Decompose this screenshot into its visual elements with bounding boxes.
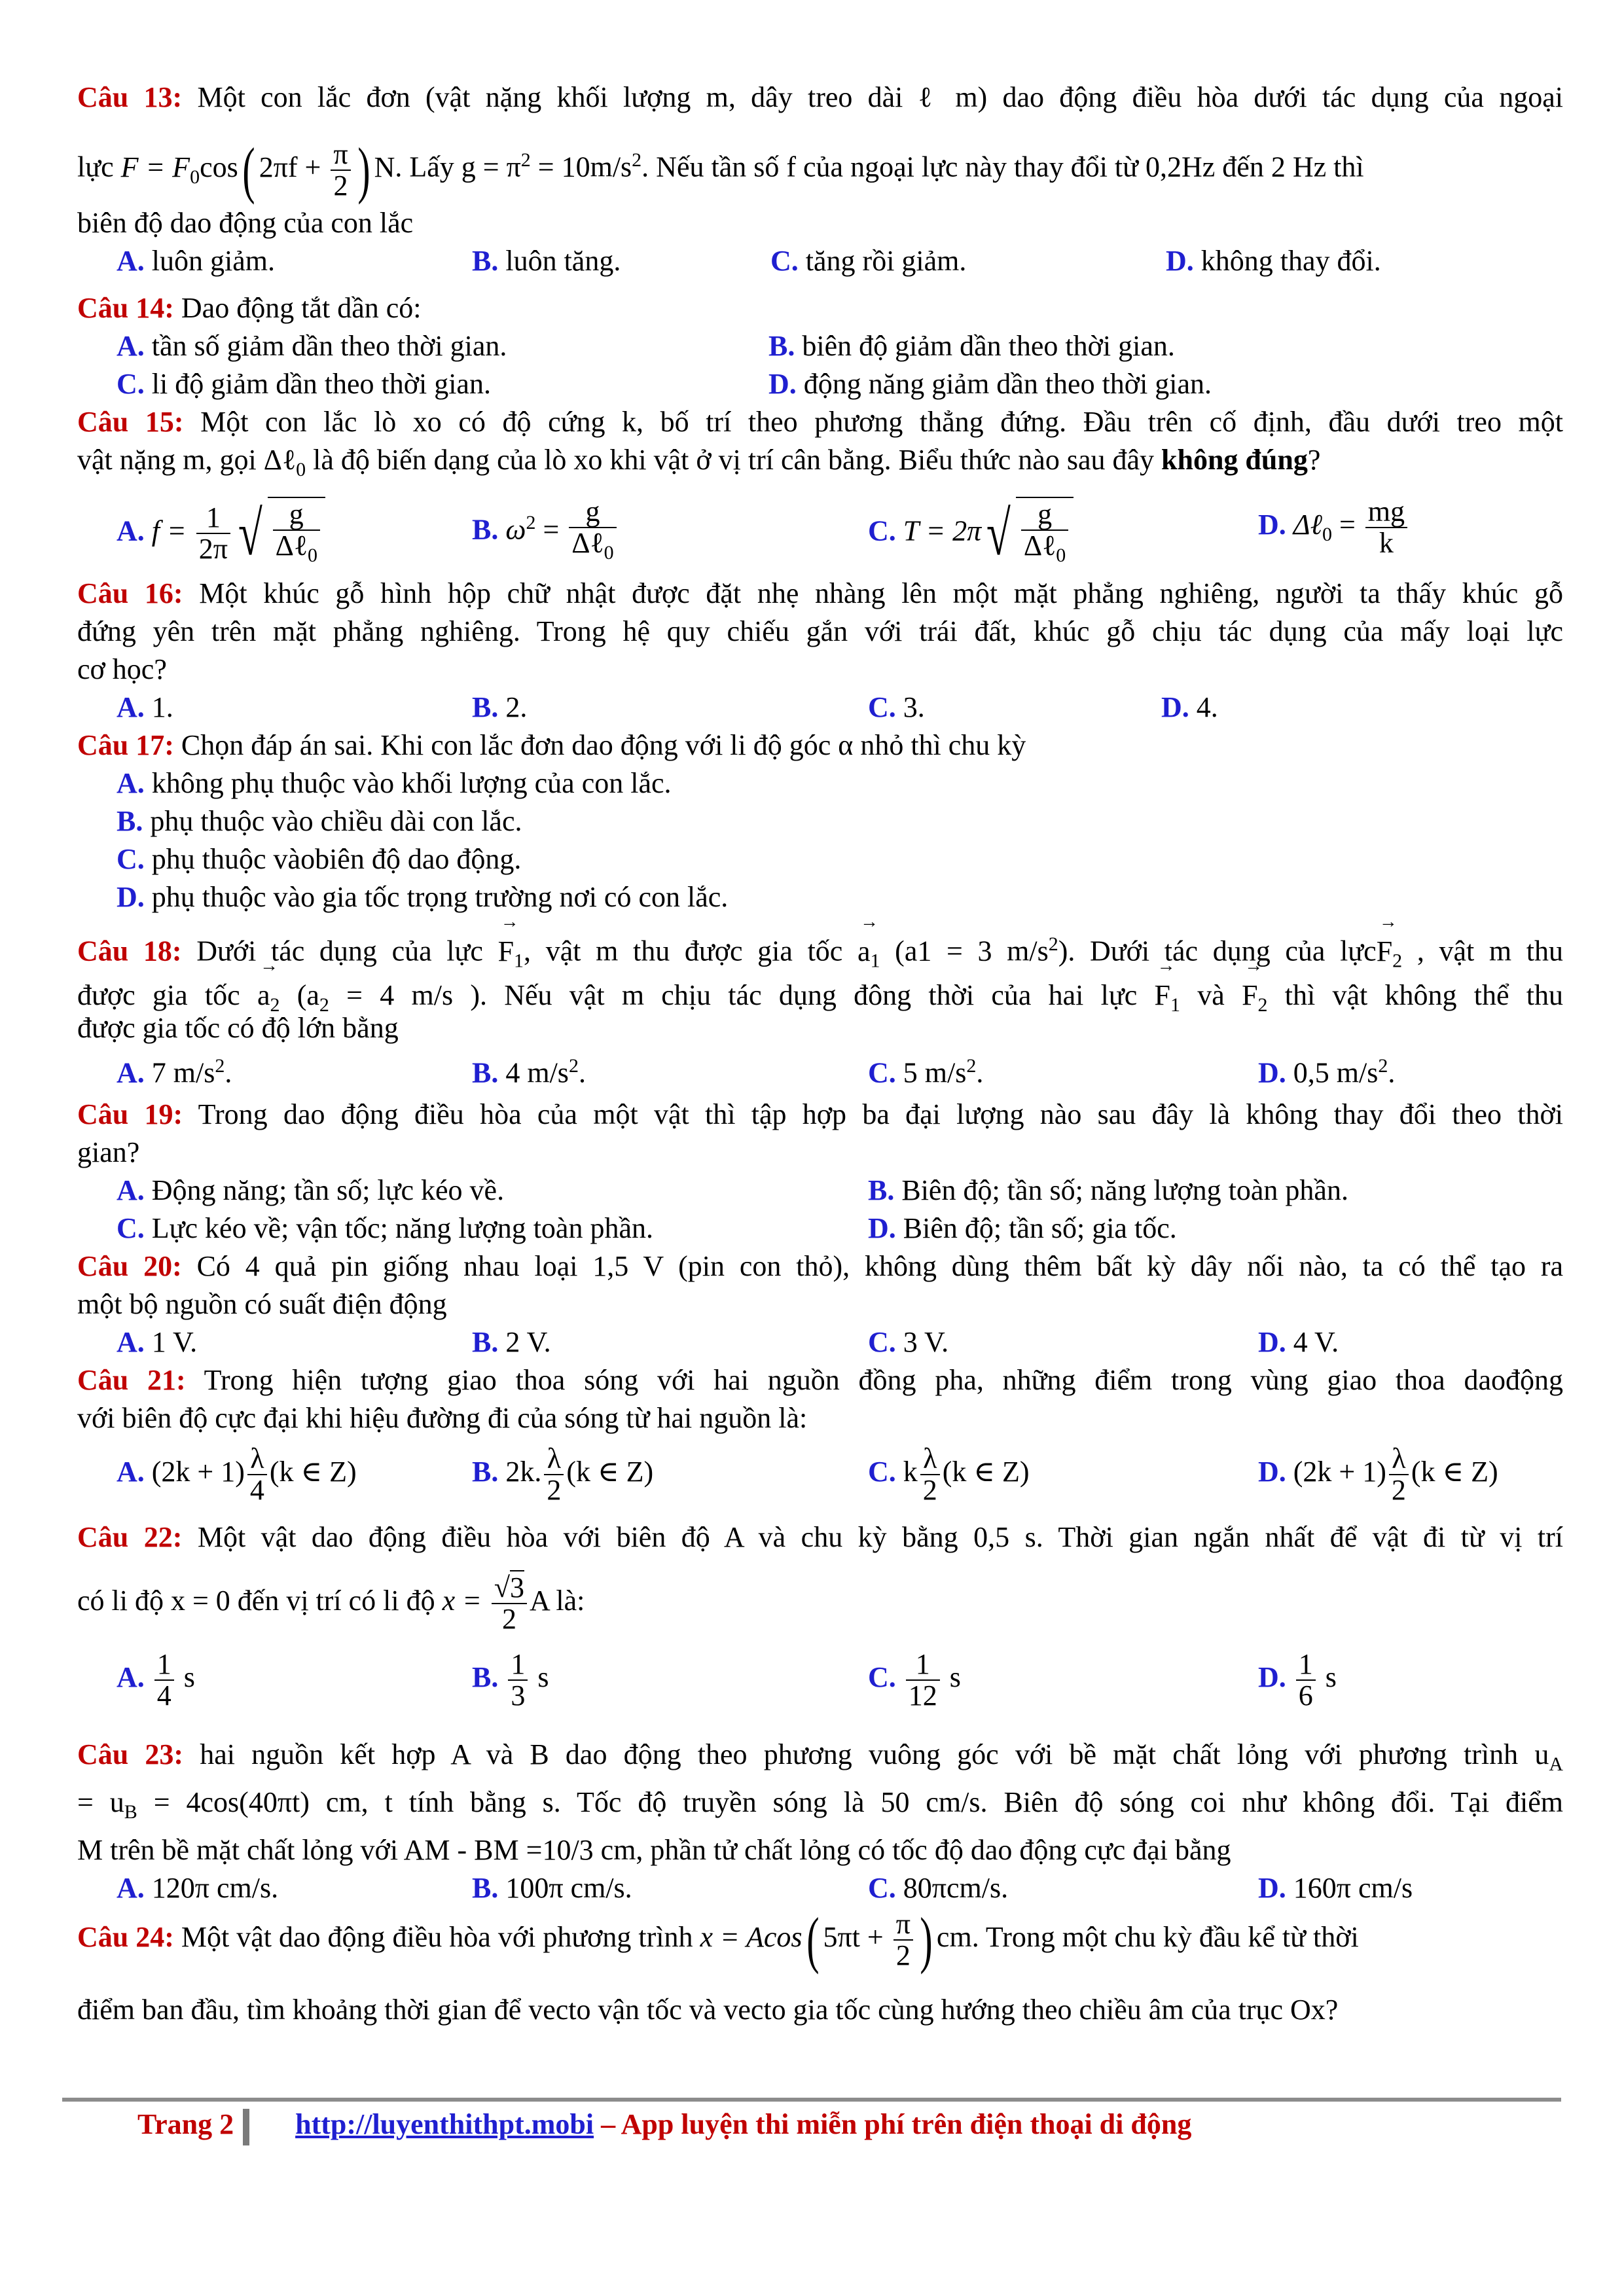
footer-divider [62,2098,1561,2102]
option-c[interactable]: C. $\frac{1}{12}$ s [868,1648,961,1712]
q13-options [77,242,1563,280]
footer-tagline: – App luyện thi miễn phí trên điện thoại di động [594,2108,1192,2140]
force-formula: $F = F_0\cos$( 2πf + $\frac{\pi}{2}$ ) N [120,134,395,205]
question-16: Câu 16: Một khúc gỗ hình hộp chữ nhật được đặt nhẹ nhàng lên một mặt phẳng nghiêng, người ta thấy khúc gỗ đứng yên trên mặt phẳng nghiêng. Trong hệ quy chiếu gắn với trái đất, khúc gỗ chịu tác dụng của mấy loại lực cơ học? A. 1. B. 2. C. 3. D. 4. [77,575,1563,726]
question-20: Câu 20: Có 4 quả pin giống nhau loại 1,5 V (pin con thỏ), không dùng thêm bất kỳ dây nối nào, ta có thể tạo ra một bộ nguồn có suất điện động A. 1 V. B. 2 V. C. 3 V. D. 4 V. [77,1247,1563,1361]
option-d[interactable]: D. không thay đổi. [1166,245,1381,277]
option-b[interactable]: B. 100π cm/s. [472,1871,632,1904]
option-d[interactable]: D. 4 V. [1258,1326,1339,1358]
option-d[interactable]: D. (2k + 1) $\frac{\lambda}{2}$ (k ∈ Z) [1258,1443,1498,1506]
option-c[interactable]: C. Lực kéo về; vận tốc; năng lượng toàn phần. [117,1212,653,1244]
option-c[interactable]: C. 3 V. [868,1326,949,1358]
option-b[interactable]: B. phụ thuộc vào chiều dài con lắc. [117,805,522,837]
option-b[interactable]: B. 4 $m/s^2$. [472,1055,586,1089]
option-d[interactable]: D. 4. [1161,691,1218,723]
option-d[interactable]: D. Biên độ; tần số; gia tốc. [868,1212,1177,1244]
option-d[interactable]: D. 160π cm/s [1258,1871,1413,1904]
q13-line1: Câu 13: Một con lắc đơn (vật nặng khối lượng m, dây treo dài ℓ m) dao động điều hòa dưới tác dụng của ngoại [77,81,1563,113]
option-d[interactable]: D. 0,5 $m/s^2$. [1258,1055,1396,1089]
option-b[interactable]: B. 2. [472,691,528,723]
question-24: Câu 24: Một vật dao động điều hòa với phương trình x = Acos( 5πt + $\frac{\pi}{2}$ ) cm. Trong một chu kỳ đầu kể từ thời điểm ban đầu, tìm khoảng thời gian để vecto vận tốc và vecto gia tốc cùng hướng theo chiều âm của trục Ox? [77,1904,1359,2026]
option-c[interactable]: C. 3. [868,691,925,723]
option-d[interactable]: D. Δℓ$_0$ = $\frac{mg}{k}$ [1258,497,1410,558]
option-a[interactable]: A. luôn giảm. [117,245,275,277]
option-a[interactable]: A. 120π cm/s. [117,1871,279,1904]
option-c[interactable]: C. tăng rồi giảm. [770,245,967,277]
option-d[interactable]: D. động năng giảm dần theo thời gian. [768,368,1212,400]
q13-line3: biên độ dao động của con lắc [77,207,414,239]
option-a[interactable]: A. f = $\frac{1}{2\pi}$ √ $\frac{g}{\Delta\ell_0}$ [117,497,325,571]
question-15: Câu 15: Một con lắc lò xo có độ cứng k, bố trí theo phương thẳng đứng. Đầu trên cố định, đầu dưới treo một vật nặng m, gọi Δℓ$_0$ là độ biến dạng của lò xo khi vật ở vị trí cân bằng. Biểu thức nào sau đây không đúng? A. f = $\frac{1}{2\pi}$ √ $\frac{g}{\Delta\ell_0}$ B. $\omega^2$ = $\frac{g}{\Delta\ell_0}$ C. T = 2π√ $\frac{g}{\Delta\ell_0}$ D. Δℓ$_0$ = $\frac{mg}{k}$ [77,403,1563,571]
question-21: Câu 21: Trong hiện tượng giao thoa sóng với hai nguồn đồng pha, những điểm trong vùng giao thoa daođộng với biên độ cực đại khi hiệu đường đi của sóng từ hai nguồn là: A. (2k + 1) $\frac{\lambda}{4}$ (k ∈ Z) B. 2k. $\frac{\lambda}{2}$ (k ∈ Z) C. k $\frac{\lambda}{2}$ (k ∈ Z) D. (2k + 1) $\frac{\lambda}{2}$ (k ∈ Z) [77,1364,1563,1506]
option-a[interactable]: A. 1. [117,691,173,723]
footer-link[interactable]: http://luyenthithpt.mobi [295,2108,594,2140]
option-d[interactable]: D. phụ thuộc vào gia tốc trọng trường nơi có con lắc. [117,881,729,913]
option-d[interactable]: D. $\frac{1}{6}$ s [1258,1648,1337,1712]
option-b[interactable]: B. $\frac{1}{3}$ s [472,1648,549,1712]
page-number-bar [243,2109,249,2145]
option-a[interactable]: A. $\frac{1}{4}$ s [117,1648,195,1712]
question-label: Câu 13: [77,81,183,113]
option-c[interactable]: C. k $\frac{\lambda}{2}$ (k ∈ Z) [868,1443,1030,1506]
option-b[interactable]: B. biên độ giảm dần theo thời gian. [768,330,1175,362]
question-13 [77,79,1563,280]
option-b[interactable]: B. 2k. $\frac{\lambda}{2}$ (k ∈ Z) [472,1443,654,1506]
q13-line2: lực $F = F_0\cos$( 2πf + $\frac{\pi}{2}$ ) N. Lấy $g = \pi^2 = 10m/s^2$. Nếu tần số f của ngoại lực này thay đổi từ 0,2Hz đến 2 Hz thì [77,134,1364,205]
option-a[interactable]: A. tần số giảm dần theo thời gian. [117,330,507,362]
footer [137,2105,1191,2145]
option-b[interactable]: B. luôn tăng. [472,245,621,277]
option-a[interactable]: A. (2k + 1) $\frac{\lambda}{4}$ (k ∈ Z) [117,1443,357,1506]
option-c[interactable]: C. T = 2π√ $\frac{g}{\Delta\ell_0}$ [868,497,1074,571]
q15-options [77,493,1563,571]
question-14: Câu 14: Dao động tắt dần có: A. tần số giảm dần theo thời gian. B. biên độ giảm dần theo thời gian. C. li độ giảm dần theo thời gian. D. động năng giảm dần theo thời gian. [77,289,1563,403]
option-c[interactable]: C. phụ thuộc vàobiên độ dao động. [117,843,522,875]
question-23: Câu 23: hai nguồn kết hợp A và B dao động theo phương vuông góc với bề mặt chất lỏng với phương trình $u_A$ = $u_B = 4\cos(40\pi t)$ cm, t tính bằng s. Tốc độ truyền sóng là 50 cm/s. Biên độ sóng coi như không đổi. Tại điểm M trên bề mặt chất lỏng với AM - BM =10/3 cm, phần tử chất lỏng có tốc độ dao động cực đại bằng A. 120π cm/s. B. 100π cm/s. C. 80πcm/s. D. 160π cm/s [77,1736,1563,1907]
question-18: Câu 18: Dưới tác dụng của lực → $F_1$, vật m thu được gia tốc → $a_1$ (a1 = 3 $m/s^2$). Dưới tác dụng của lực→ $F_2$ , vật m thu được gia tốc → $a_2$ ($a_2 = 4$ m/s ). Nếu vật m chịu tác dụng đông thời của hai lực → $F_1$ và → $F_2$ thì vật không thể thu được gia tốc có độ lớn bằng A. 7 $m/s^2$. B. 4 $m/s^2$. C. 5 $m/s^2$. D. 0,5 $m/s^2$. [77,922,1563,1085]
option-a[interactable]: A. 1 V. [117,1326,198,1358]
option-b[interactable]: B. 2 V. [472,1326,551,1358]
option-a[interactable]: A. Động năng; tần số; lực kéo về. [117,1174,505,1206]
option-a[interactable]: A. không phụ thuộc vào khối lượng của con lắc. [117,767,672,799]
option-c[interactable]: C. 5 $m/s^2$. [868,1055,984,1089]
option-c[interactable]: C. 80πcm/s. [868,1871,1009,1904]
option-b[interactable]: B. Biên độ; tần số; năng lượng toàn phần. [868,1174,1348,1206]
option-b[interactable]: B. $\omega^2$ = $\frac{g}{\Delta\ell_0}$ [472,497,619,568]
option-a[interactable]: A. 7 $m/s^2$. [117,1055,232,1089]
question-17: Câu 17: Chọn đáp án sai. Khi con lắc đơn dao động với li độ góc α nhỏ thì chu kỳ A. không phụ thuộc vào khối lượng của con lắc. B. phụ thuộc vào chiều dài con lắc. C. phụ thuộc vàobiên độ dao động. D. phụ thuộc vào gia tốc trọng trường nơi có con lắc. [77,726,1563,916]
question-19: Câu 19: Trong dao động điều hòa của một vật thì tập hợp ba đại lượng nào sau đây là không thay đổi theo thời gian? A. Động năng; tần số; lực kéo về. B. Biên độ; tần số; năng lượng toàn phần. C. Lực kéo về; vận tốc; năng lượng toàn phần. D. Biên độ; tần số; gia tốc. [77,1096,1563,1247]
option-c[interactable]: C. li độ giảm dần theo thời gian. [117,368,491,400]
page-number: Trang 2 [137,2108,234,2140]
question-22: Câu 22: Một vật dao động điều hòa với biên độ A và chu kỳ bằng 0,5 s. Thời gian ngắn nhất để vật đi từ vị trí có li độ x = 0 đến vị trí có li độ x = $\frac{√3}{2}$ A là: A. $\frac{1}{4}$ s B. $\frac{1}{3}$ s C. $\frac{1}{12}$ s D. $\frac{1}{6}$ s [77,1521,1563,1712]
